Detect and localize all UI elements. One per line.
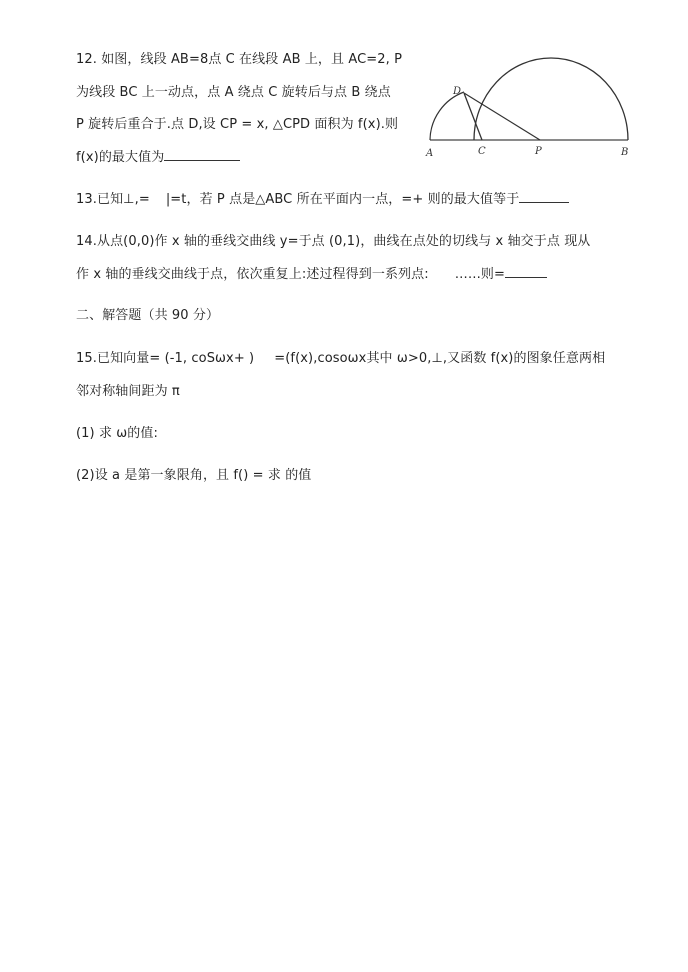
answer-blank xyxy=(519,190,569,203)
segment-cd xyxy=(464,93,482,140)
q15-line-1 xyxy=(76,350,605,368)
label-d: D xyxy=(453,86,462,97)
answer-blank xyxy=(164,148,240,161)
q15-line-2: 邻对称轴间距为 π xyxy=(76,384,180,399)
label-p: P xyxy=(535,146,542,157)
label-b: B xyxy=(621,147,629,158)
q12-line-2: 为线段 BC 上一动点，点 A 绕点 C 旋转后与点 B 绕点 xyxy=(76,85,391,100)
q14-line-2a: 作 x 轴的垂线交曲线于点，依次重复上:述过程得到一系列点: xyxy=(76,267,429,282)
q14-line-2 xyxy=(76,265,547,284)
q15-sub-1: (1) 求 ω的值: xyxy=(76,426,158,441)
q12-line-4-text: f(x)的最大值为 xyxy=(76,150,165,165)
small-arc xyxy=(430,92,464,140)
answer-blank xyxy=(505,265,547,278)
q12-line-1: 12. 如图，线段 AB=8点 C 在线段 AB 上，且 AC=2, P xyxy=(76,52,403,67)
q15-line-1b: =(f(x),cosoωx其中 ω>0,⊥,又函数 f(x)的图象任意两相 xyxy=(274,351,606,366)
label-a: A xyxy=(426,148,434,159)
large-arc xyxy=(474,58,628,140)
q15-sub-2: (2)设 a 是第一象限角，且 f() = 求 的值 xyxy=(76,468,312,483)
q12-line-4 xyxy=(76,148,240,167)
q14-line-2b: ……则= xyxy=(454,267,506,282)
q13-line xyxy=(76,190,569,209)
label-c: C xyxy=(478,146,486,157)
q14-line-1: 14.从点(0,0)作 x 轴的垂线交曲线 y=于点 (0,1)，曲线在点处的切线与 x 轴交于点 现从 xyxy=(76,234,591,249)
segment-dp xyxy=(464,93,540,140)
q12-line-3: P 旋转后重合于.点 D,设 CP = x, △CPD 面积为 f(x).则 xyxy=(76,117,399,132)
q15-line-1a: 15.已知向量= (-1, coSωx+ ) xyxy=(76,351,255,366)
section-2-title: 二、解答题（共 90 分） xyxy=(76,308,220,323)
q13-part-2: |=t，若 P 点是△ABC 所在平面内一点，=+ 则的最大值等于 xyxy=(165,192,520,207)
q12-geometry-figure xyxy=(418,46,633,160)
q13-part-1: 13.已知⊥,= xyxy=(76,192,150,207)
